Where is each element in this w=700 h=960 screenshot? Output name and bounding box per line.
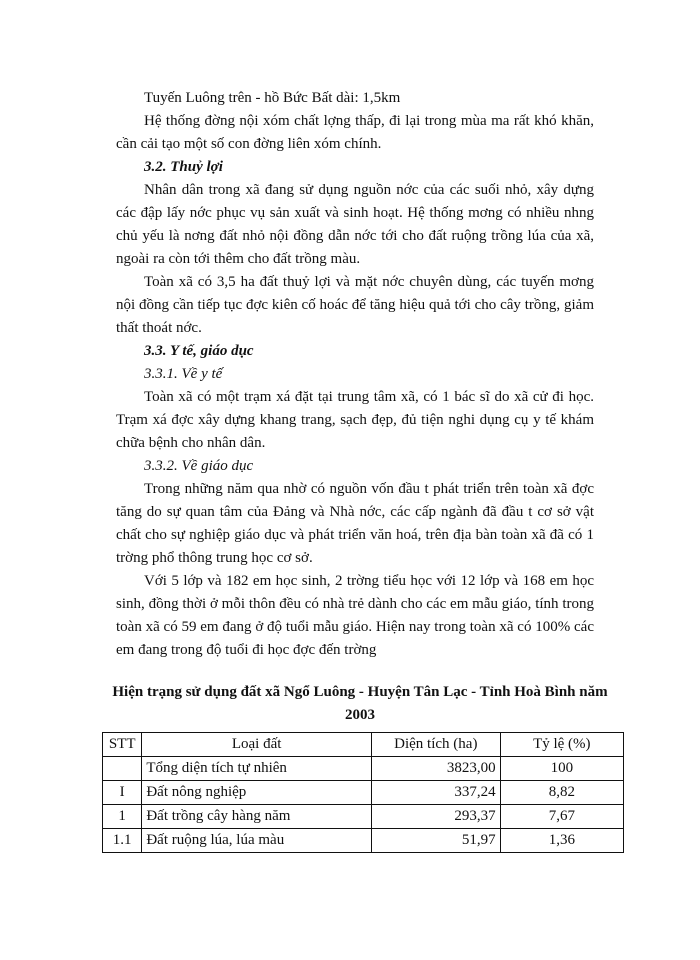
section-3-2-heading: 3.2. Thuỷ lợi <box>144 159 223 175</box>
table-row <box>103 781 624 805</box>
cell-land-type: Đất trồng cây hàng năm <box>142 805 372 829</box>
cell-land-type: Tổng diện tích tự nhiên <box>142 757 372 781</box>
education-paragraph-2: Với 5 lớp và 182 em học sinh, 2 trờng tiểu học với 12 lớp và 168 em học sinh, đồng thời ở mỗi thôn đều có nhà trẻ dành cho các em mẫu giáo, tính trong toàn xã có 59 em đang ở độ tuổi mẫu giáo. Hiện nay trong toàn xã có 100% các em đang trong độ tuổi đi học đợc đến trờng <box>116 573 594 658</box>
cell-area: 51,97 <box>371 829 500 853</box>
cell-stt: I <box>103 781 142 805</box>
cell-ratio: 1,36 <box>500 829 623 853</box>
health-paragraph: Toàn xã có một trạm xá đặt tại trung tâm xã, có 1 bác sĩ do xã cử đi học. Trạm xá đợc xây dựng khang trang, sạch đẹp, đủ tiện nghi dụng cụ y tế khám chữa bệnh cho nhân dân. <box>116 389 594 451</box>
header-stt: STT <box>103 733 142 757</box>
cell-area: 337,24 <box>371 781 500 805</box>
table-row <box>103 757 624 781</box>
cell-stt <box>103 757 142 781</box>
cell-stt: 1 <box>103 805 142 829</box>
cell-ratio: 100 <box>500 757 623 781</box>
table-title: Hiện trạng sử dụng đất xã Ngổ Luông - Huyện Tân Lạc - Tỉnh Hoà Bình năm 2003 <box>112 684 608 723</box>
irrigation-paragraph-1: Nhân dân trong xã đang sử dụng nguồn nớc của các suối nhỏ, xây dựng các đập lấy nớc phục vụ sản xuất và sinh hoạt. Hệ thống mơng có nhiều nhng chủ yếu là nơng đất nhỏ nội đồng dẫn nớc tới cho đất ruộng trồng lúa của xã, ngoài ra còn tới thêm cho đất trồng màu. <box>116 182 594 267</box>
education-paragraph-1: Trong những năm qua nhờ có nguồn vốn đầu t phát triển trên toàn xã đợc tăng do sự quan tâm của Đảng và Nhà nớc, các cấp ngành đã đầu t cơ sở vật chất cho sự nghiệp giáo dục và phát triển văn hoá, trên địa bàn toàn xã đã có 1 trờng phổ thông trung học cơ sở. <box>116 481 594 566</box>
road-system-paragraph: Hệ thống đờng nội xóm chất lợng thấp, đi lại trong mùa ma rất khó khăn, cần cải tạo một số con đờng liên xóm chính. <box>116 113 594 152</box>
table-row <box>103 805 624 829</box>
land-use-table <box>102 732 624 853</box>
header-area: Diện tích (ha) <box>371 733 500 757</box>
cell-stt: 1.1 <box>103 829 142 853</box>
section-3-3-heading: 3.3. Y tế, giáo dục <box>144 343 254 359</box>
irrigation-paragraph-2: Toàn xã có 3,5 ha đất thuỷ lợi và mặt nớc chuyên dùng, các tuyến mơng nội đồng cần tiếp tục đợc kiên cố hoác để tăng hiệu quả tới cho cây trồng, giảm thất thoát nớc. <box>116 274 594 336</box>
header-ratio: Tỷ lệ (%) <box>500 733 623 757</box>
route-paragraph: Tuyến Luông trên - hồ Bức Bất dài: 1,5km <box>144 90 401 106</box>
cell-ratio: 7,67 <box>500 805 623 829</box>
table-row <box>103 829 624 853</box>
section-3-3-1-heading: 3.3.1. Về y tế <box>144 366 223 382</box>
cell-ratio: 8,82 <box>500 781 623 805</box>
header-land-type: Loại đất <box>142 733 372 757</box>
table-header-row <box>103 733 624 757</box>
cell-land-type: Đất nông nghiệp <box>142 781 372 805</box>
cell-area: 3823,00 <box>371 757 500 781</box>
section-3-3-2-heading: 3.3.2. Về giáo dục <box>144 458 254 474</box>
cell-land-type: Đất ruộng lúa, lúa màu <box>142 829 372 853</box>
cell-area: 293,37 <box>371 805 500 829</box>
